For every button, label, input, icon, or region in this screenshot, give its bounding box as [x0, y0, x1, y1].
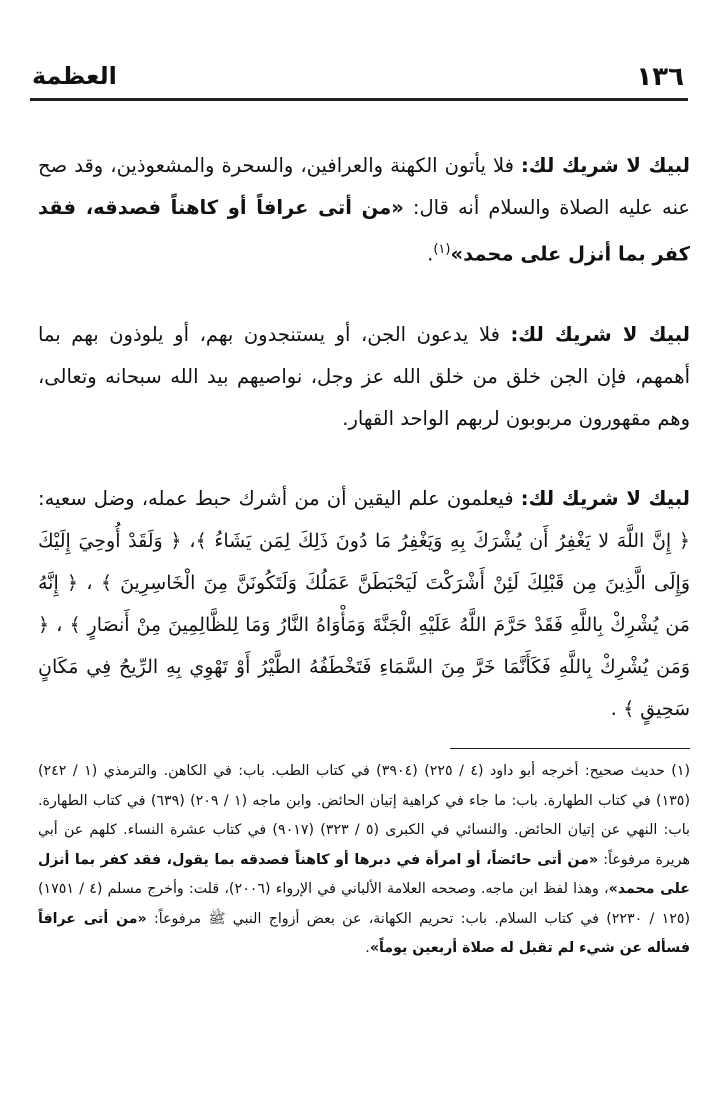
book-title: العظمة — [32, 62, 117, 90]
verse-separator: ، — [49, 612, 70, 636]
paragraph-lead: لبيك لا شريك لك: — [510, 322, 690, 346]
footnote-text: ، وهذا لفظ ابن ماجه. وصححه العلامة الألباني في الإرواء (٢٠٠٦)، قلت: وأخرج مسلم (٤ / ١٧٥١) (١٢٥ / ٢٢٣٠) في كتاب السلام. باب: تحريم الكهانة، عن بعض أزواج النبي ﷺ مرفوعاً: — [38, 881, 691, 927]
paragraph-text: فلا يأتون الكهنة والعرافين، والسحرة والمشعوذين، وقد صح عنه عليه الصلاة والسلام أنه قال: — [38, 154, 690, 219]
verse-separator: ، — [78, 570, 101, 594]
paragraph-text: فيعلمون علم اليقين أن من أشرك حبط عمله، وضل سعيه: — [38, 486, 521, 510]
quran-verse: ﴿ إِنَّهُ مَن يُشْرِكْ بِاللَّهِ فَقَدْ حَرَّمَ اللَّهُ عَلَيْهِ الْجَنَّةَ وَمَأْوَاهُ النَّارُ وَمَا لِلظَّالِمِينَ مِنْ أَنصَارٍ ﴾ — [38, 571, 690, 636]
hadith-quote: «من أتى عرافاً أو كاهناً فصدقه، فقد كفر بما أنزل على محمد» — [38, 196, 690, 266]
paragraph-text: فلا يدعون الجن، أو يستنجدون بهم، أو يلوذون بهم بما أهمهم، فإن الجن خلق من خلق الله عز وجل، نواصيهم بيد الله سبحانه وتعالى، وهم مقهورون مربوبون لربهم الواحد القهار. — [38, 322, 690, 430]
paragraph-1 — [38, 145, 690, 276]
paragraph-text-end: . — [427, 242, 434, 266]
footnote-reference[interactable]: (١) — [433, 242, 451, 257]
quran-verse: ﴿ وَمَن يُشْرِكْ بِاللَّهِ فَكَأَنَّمَا خَرَّ مِنَ السَّمَاءِ فَتَخْطَفُهُ الطَّيْرُ أَوْ تَهْوِي بِهِ الرِّيحُ فِي مَكَانٍ سَحِيقٍ ﴾ — [38, 613, 690, 720]
quran-verse: ﴿ إِنَّ اللَّهَ لا يَغْفِرُ أَن يُشْرَكَ بِهِ وَيَغْفِرُ مَا دُونَ ذَلِكَ لِمَن يَشَاءُ ﴾ — [195, 529, 690, 552]
paragraph-3 — [38, 478, 690, 730]
verse-separator: . — [610, 696, 624, 720]
header-divider — [30, 98, 688, 101]
footnote-text-end: . — [365, 940, 370, 956]
verse-separator: ، — [181, 528, 196, 552]
paragraph-lead: لبيك لا شريك لك: — [521, 154, 691, 177]
footnote-hadith: «من أتى عرافاً فسأله عن شيء لم تقبل له صلاة أربعين يوماً» — [38, 910, 690, 956]
footnote-divider — [450, 748, 690, 749]
footnote-text: (١) حديث صحيح: أخرجه أبو داود (٤ / ٢٢٥) (٣٩٠٤) في كتاب الطب. باب: في الكاهن. والترمذي (١ / ٢٤٢) (١٣٥) في كتاب الطهارة. باب: ما جاء في كراهية إتيان الحائض. وابن ماجه (١ / ٢٠٩) (٦٣٩) في كتاب الطهارة. باب: النهي عن إتيان الحائض. والنسائي في الكبرى (٥ / ٣٢٣) (٩٠١٧) في كتاب عشرة النساء. كلهم عن أبي هريرة مرفوعاً: — [38, 763, 691, 868]
footnote-hadith: «من أتى حائضاً، أو امرأة في دبرها أو كاهناً فصدقه بما يقول، فقد كفر بما أنزل على محمد» — [38, 851, 690, 897]
main-text — [38, 145, 690, 768]
footnote-1 — [38, 757, 690, 964]
paragraph-lead: لبيك لا شريك لك: — [520, 486, 691, 510]
quran-verse: ﴿ وَلَقَدْ أُوحِيَ إِلَيْكَ وَإِلَى الَّذِينَ مِن قَبْلِكَ لَئِنْ أَشْرَكْتَ لَيَحْبَطَنَّ عَمَلُكَ وَلَتَكُونَنَّ مِنَ الْخَاسِرِينَ ﴾ — [38, 529, 690, 594]
page-number: ١٣٦ — [636, 62, 684, 92]
page-header — [30, 62, 688, 98]
paragraph-2 — [38, 314, 690, 440]
